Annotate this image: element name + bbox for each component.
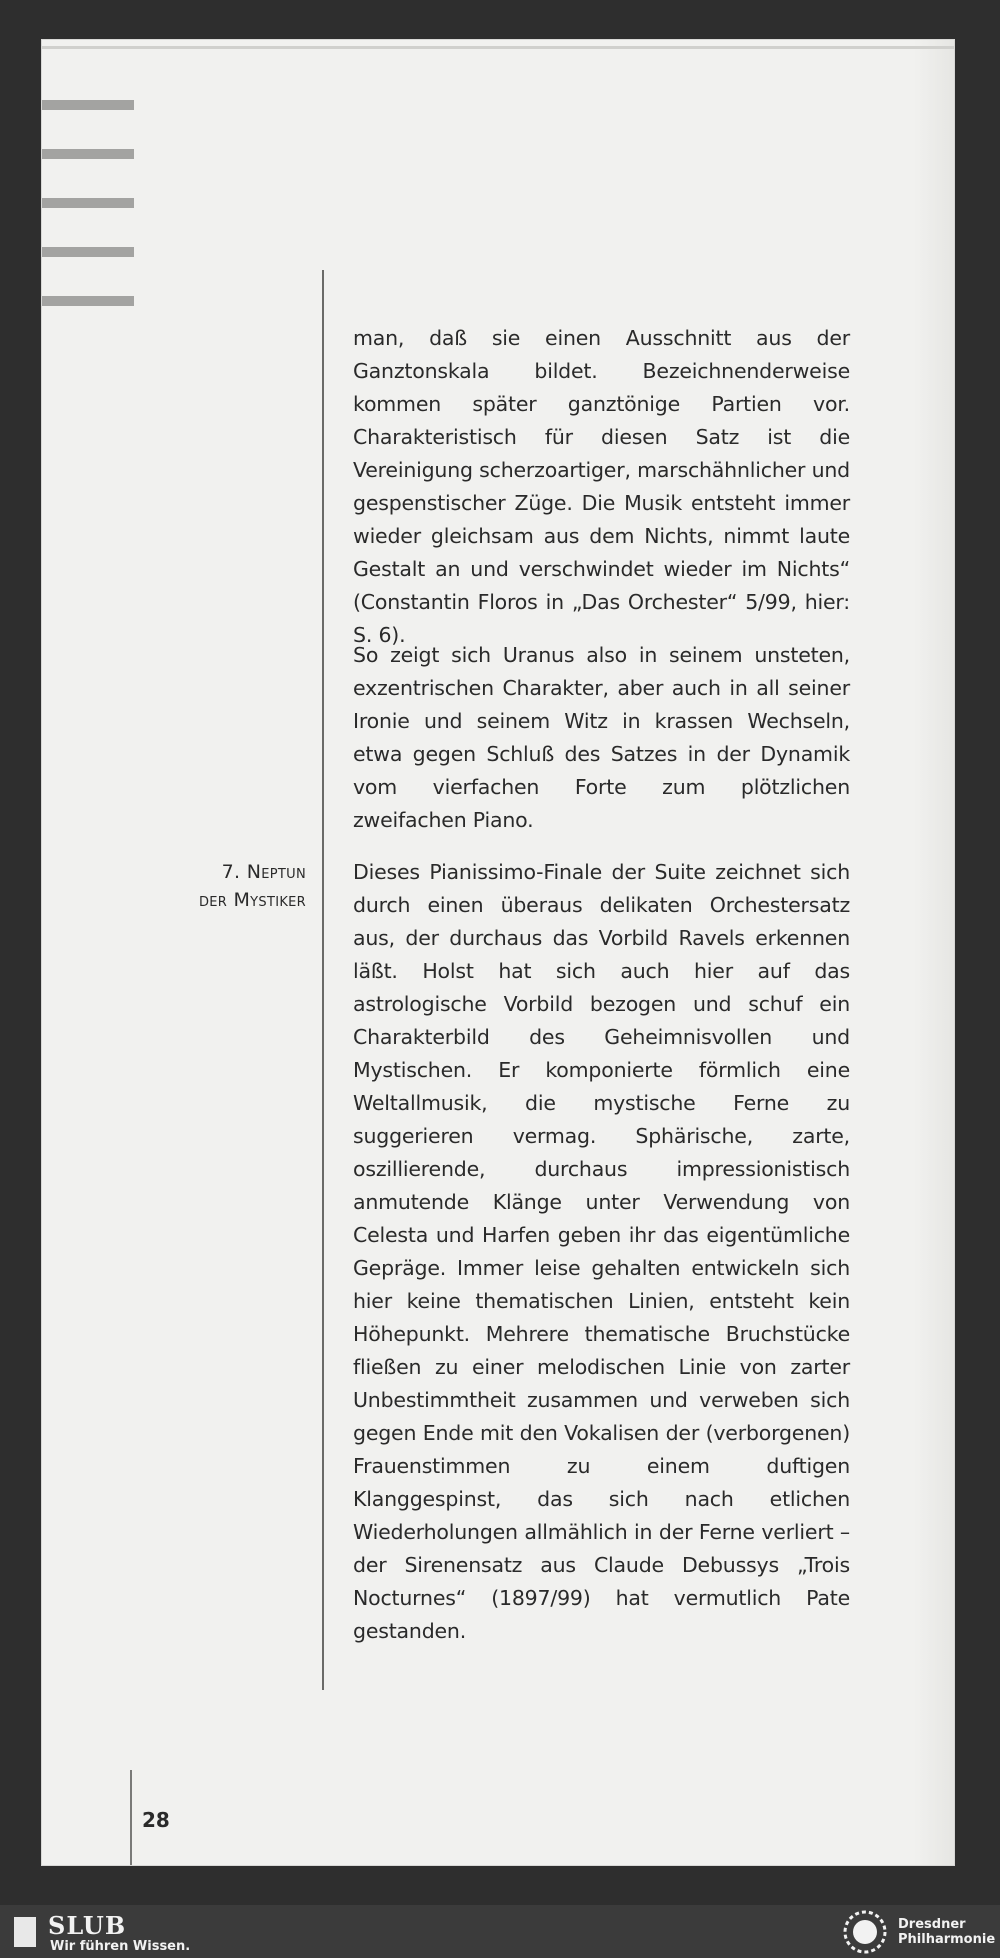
section-tab-marks <box>42 100 134 345</box>
partner-name[interactable] <box>898 1917 995 1947</box>
top-rule <box>42 46 954 49</box>
library-tagline: Wir führen Wissen. <box>50 1939 191 1954</box>
section-heading-line1: 7. Neptun <box>221 861 306 883</box>
body-paragraph: So zeigt sich Uranus also in seinem unsteten, exzentrischen Charakter, aber auch in all seiner Ironie und seinem Witz in krassen Wechseln, etwa gegen Schluß des Satzes in der Dynamik vom vierfachen Forte zum plötzlichen zweifachen Piano. <box>353 643 850 832</box>
body-paragraph: Dieses Pianissimo-Finale der Suite zeichnet sich durch einen überaus delikaten Orchestersatz aus, der durchaus das Vorbild Ravels erkennen läßt. Holst hat sich auch hier auf das astrologische Vorbild bezogen und schuf ein Charakterbild des Geheimnisvollen und Mystischen. Er komponierte förmlich eine Weltallmusik, die mystische Ferne zu suggerieren vermag. Sphärische, zarte, oszillierende, durchaus impressionistisch anmutende Klänge unter Verwendung von Celesta und Harfen geben ihr das eigentümliche Gepräge. Immer leise gehalten entwickeln sich hier keine thematischen Linien, entsteht kein Höhepunkt. Mehrere thematische Bruchstücke fließen zu einer melodischen Linie von zarter Unbestimmtheit zusammen und verweben sich gegen Ende mit den Vokalisen der (verborgenen) Frauenstimmen zu einem duftigen Klanggespinst, das sich nach etlichen Wiederholungen allmählich in der Ferne verliert – der Sirenensatz aus Claude Debussys „Trois Nocturnes“ (1897/99) hat vermutlich Pate gestanden. <box>353 860 850 1643</box>
section-heading-line2: der Mystiker <box>198 889 306 911</box>
library-name[interactable]: SLUB <box>48 1911 127 1940</box>
column-rule <box>322 270 324 1690</box>
page-edge <box>914 40 954 1865</box>
page-number: 28 <box>142 1808 170 1832</box>
tab-mark <box>42 296 134 306</box>
body-paragraph: man, daß sie einen Ausschnitt aus der Ganztonskala bildet. Bezeichnenderweise kommen später ganztönige Partien vor. Charakteristisch für diesen Satz ist die Vereinigung scherzoartiger, marschähnlicher und gespenstischer Züge. Die Musik entsteht immer wieder gleichsam aus dem Nichts, nimmt laute Gestalt an und verschwindet wieder im Nichts“ (Constantin Floros in „Das Orchester“ 5/99, hier: S. 6). <box>353 326 850 647</box>
partner-name-line2: Philharmonie <box>898 1932 996 1947</box>
folio-rule <box>130 1770 132 1865</box>
tab-mark <box>42 149 134 159</box>
section-heading <box>120 858 306 914</box>
dresdner-philharmonie-logo-icon[interactable] <box>842 1909 888 1955</box>
tab-mark <box>42 198 134 208</box>
slub-logo-icon[interactable] <box>14 1917 36 1947</box>
partner-name-line1: Dresdner <box>898 1917 966 1932</box>
footer-bar <box>0 1905 1000 1958</box>
tab-mark <box>42 247 134 257</box>
tab-mark <box>42 100 134 110</box>
